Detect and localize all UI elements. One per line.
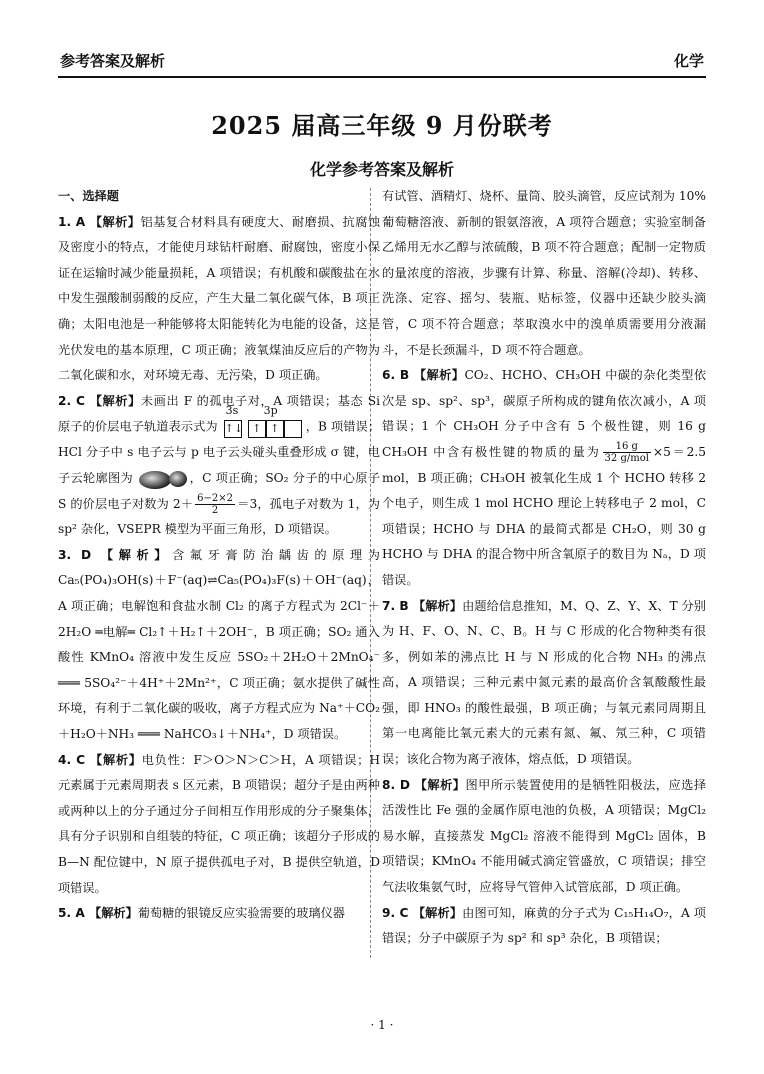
answer-5 <box>58 901 380 927</box>
answer-7 <box>382 594 706 773</box>
header-left-text: 参考答案及解析 <box>60 52 166 70</box>
answer-2-tag: 2. C 【解析】 <box>58 393 141 408</box>
electron-cloud-image <box>137 468 189 490</box>
answer-5-continued: 有试管、酒精灯、烧杯、量筒、胶头滴管，反应试剂为 10% 葡萄糖溶液、新制的银氨溶液，A 项符合题意；实验室制备乙烯用无水乙醇与浓硫酸，B 项不符合题意；配制一定物质的量浓度的溶液，步骤有计算、称量、溶解(冷却)、转移、洗涤、定容、摇匀、装瓶、贴标签，仪器中还缺少胶头滴管，C 项不符合题意；萃取溴水中的溴单质需要用分液漏斗，不是长颈漏斗，D 项不符合题意。 <box>382 189 706 357</box>
answer-6-text-2: ×5＝2.5 mol，B 项正确；CH₃OH 被氧化生成 1 个 HCHO 转移 2 个电子，则生成 1 mol HCHO 理论上转移电子 2 mol，C 项错误；HCHO 与 DHA 的最简式都是 CH₂O，则 30 g HCHO 与 DHA 的混合物中所含氧原子的数目为 Nₐ，D 项错误。 <box>382 444 706 587</box>
answer-2-text-1: 未画出 F 的孤电子对，A 项错误；基态 Si 原子的价层电子轨道表示式为 <box>58 393 380 434</box>
orbital-box: ↑ <box>248 420 266 438</box>
answer-7-tag: 7. B 【解析】 <box>382 598 463 613</box>
orbital-box: ↑↓ <box>224 420 242 438</box>
answer-6 <box>382 363 706 593</box>
page-subtitle: 化学参考答案及解析 <box>309 160 454 179</box>
answer-3-text: 含氟牙膏防治龋齿的原理为 Ca₅(PO₄)₃OH(s)＋F⁻(aq)⇌Ca₅(PO₄)₃F(s)＋OH⁻(aq)，A 项正确；电解饱和食盐水制 Cl₂ 的离子方程式为 2Cl⁻＋2H₂O ═电解═ Cl₂↑＋H₂↑＋2OH⁻，B 项正确；SO₂ 通入酸性 KMnO₄ 溶液中发生反应 5SO₂＋2H₂O＋2MnO₄⁻ ═══ 5SO₄²⁻＋4H⁺＋2Mn²⁺，C 项正确；氨水提供了碱性环境，有利于二氧化碳的吸收，离子方程式应为 Na⁺＋CO₂＋H₂O＋NH₃ ═══ NaHCO₃↓＋NH₄⁺，D 项错误。 <box>58 547 380 741</box>
orbital-box <box>284 420 302 438</box>
answer-1-text: 铝基复合材料具有硬度大、耐磨损、抗腐蚀及密度小的特点，才能使月球钻杆耐磨、耐腐蚀，密度小保证在运输时减少能量损耗，A 项错误；有机酸和碳酸盐在水中发生强酸制弱酸的反应，产生大量二氧化碳气体，B 项正确；太阳电池是一种能够将太阳能转化为电能的设备，这是光伏发电的基本原理，C 项正确；液氧煤油反应后的产物为二氧化碳和水，对环境无毒、无污染，D 项正确。 <box>58 214 381 383</box>
page-number: · 1 · <box>370 1018 394 1032</box>
fraction-numerator: 6−2×2 <box>197 492 233 504</box>
answer-2 <box>58 389 380 543</box>
orbital-box: ↑ <box>266 420 284 438</box>
answer-9-text: 由图可知，麻黄的分子式为 C₁₅H₁₄O₇，A 项错误；分子中碳原子为 sp² 和 sp³ 杂化，B 项错误； <box>382 905 706 946</box>
answer-9 <box>382 901 706 952</box>
answer-6-text-1: CO₂、HCHO、CH₃OH 中碳的杂化类型依次是 sp、sp²、sp³，碳原子所构成的键角依次减小，A 项错误；1 个 CH₃OH 分子中含有 5 个极性键，则 16 g CH₃OH 中含有极性键的物质的量为 <box>382 368 707 459</box>
fraction-denominator: 32 g/mol <box>604 452 649 464</box>
answer-5-text-left: 葡萄糖的银镜反应实验需要的玻璃仪器 <box>137 906 345 921</box>
orbital-diagram <box>224 404 304 440</box>
answer-9-tag: 9. C 【解析】 <box>382 905 463 920</box>
fraction-numerator: 16 g <box>603 441 651 453</box>
answer-8-text: 图甲所示装置使用的是牺牲阳极法，应选择活泼性比 Fe 强的金属作原电池的负极，A 项错误；MgCl₂ 易水解，直接蒸发 MgCl₂ 溶液不能得到 MgCl₂ 固体，B 项错误；KMnO₄ 不能用碱式滴定管盛放，C 项错误；排空气法收集氨气时，应将导气管伸入试管底部，D 项正确。 <box>382 777 707 895</box>
answer-4-text: 电负性：F＞O＞N＞C＞H，A 项错误；H 元素属于元素周期表 s 区元素，B 项错误；超分子是由两种或两种以上的分子通过分子间相互作用形成的分子聚集体，具有分子识别和自组装的特征，C 项正确；该超分子形成的 B—N 配位键中，N 原子提供孤电子对，B 提供空轨道，D 项错误。 <box>58 752 380 895</box>
answer-2-text-4: ＝3，孤电子对数为 1，为 sp² 杂化，VSEPR 模型为平面三角形，D 项错误。 <box>58 496 380 537</box>
fraction-denominator: 2 <box>211 504 219 516</box>
answer-5-tag: 5. A 【解析】 <box>58 906 138 921</box>
answer-1 <box>58 210 380 389</box>
section-heading: 一、选择题 <box>58 189 119 203</box>
answer-8-tag: 8. D 【解析】 <box>382 777 466 792</box>
left-column <box>58 184 380 927</box>
orbital-label-3p: 3p <box>263 404 278 418</box>
answer-7-text: 由题给信息推知，M、Q、Z、Y、X、T 分别为 H、F、O、N、C、B。H 与 C 形成的化合物种类有很多，例如苯的沸点比 H 与 N 形成的化合物 NH₃ 的沸点高，A 项错误；三种元素中氮元素的最高价含氧酸酸性最强，即 HNO₃ 的酸性最强，B 项正确；与氧元素同周期且第一电离能比氧元素大的元素有氮、氟、氖三种，C 项错误；该化合物为离子液体，熔点低，D 项错误。 <box>382 598 706 767</box>
right-column <box>382 184 706 952</box>
answer-4 <box>58 748 380 902</box>
answer-8 <box>382 773 706 901</box>
answer-3-tag: 3. D 【解析】 <box>58 547 173 562</box>
answer-2-text-2: ，B 项错误；HCl 分子中 s 电子云与 p 电子云头碰头重叠形成 σ 键，电子云轮廓图为 <box>58 419 381 486</box>
page-title: 2025 届高三年级 9 月份联考 <box>211 111 553 140</box>
page-header <box>58 44 706 78</box>
orbital-label-3s: 3s <box>225 404 239 418</box>
fraction <box>603 441 651 464</box>
answer-6-tag: 6. B 【解析】 <box>382 368 465 383</box>
fraction <box>195 493 235 516</box>
header-subject: 化学 <box>673 52 704 70</box>
answer-3 <box>58 543 380 748</box>
answer-2-text-3: ，C 项正确；SO₂ 分子的中心原子 S 的价层电子对数为 2＋ <box>58 471 380 511</box>
answer-4-tag: 4. C 【解析】 <box>58 752 142 767</box>
answer-1-tag: 1. A 【解析】 <box>58 214 141 229</box>
